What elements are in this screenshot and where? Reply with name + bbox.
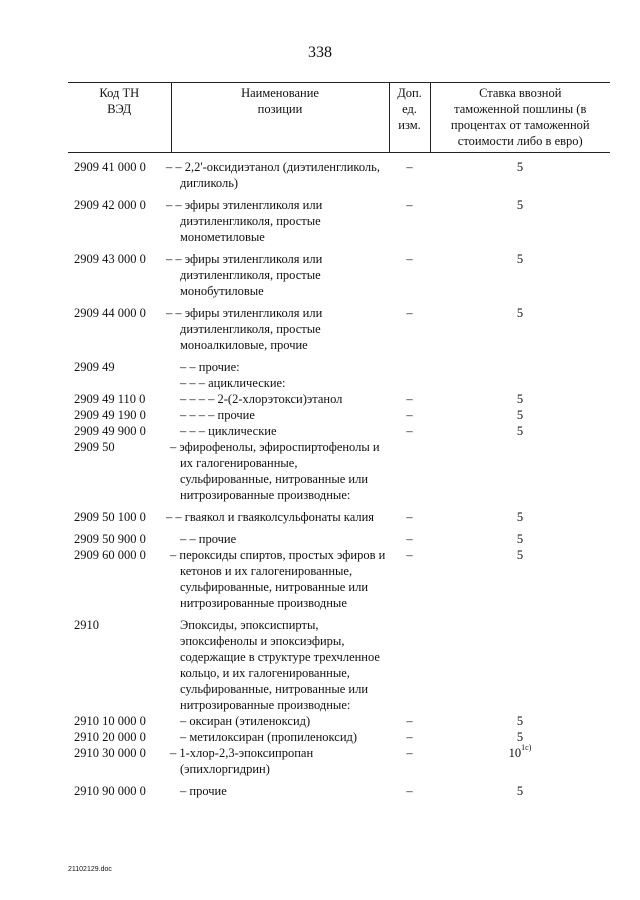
- row-rate: 5: [516, 784, 524, 798]
- row-name: – пероксиды спиртов, простых эфиров и кетонов и их галогенированные, сульфированные, нитрованные или нитрозированные производные: [170, 548, 386, 610]
- row-unit: –: [406, 714, 413, 728]
- row-unit: –: [406, 160, 413, 174]
- row-rate: [430, 359, 610, 375]
- row-code: 2909 41 000 0: [74, 160, 146, 174]
- tariff-table: [68, 82, 610, 799]
- row-name: – – гваякол и гваяколсульфонаты калия: [166, 510, 375, 524]
- row-unit: –: [406, 198, 413, 212]
- table-row: [68, 391, 610, 407]
- row-unit: –: [406, 510, 413, 524]
- table-row: [68, 531, 610, 547]
- row-rate: 5: [516, 730, 524, 744]
- table-row: [68, 713, 610, 729]
- row-unit: –: [406, 252, 413, 266]
- row-name: Эпоксиды, эпоксиспирты, эпоксифенолы и эпоксиэфиры, содержащие в структуре трехчленное кольцо, и их галогенированные, сульфированные, нитрованные или нитрозированные производные:: [180, 618, 380, 712]
- row-rate: 5: [516, 424, 524, 438]
- table-row: [68, 509, 610, 525]
- table-row: [68, 251, 610, 299]
- row-rate: 5: [516, 714, 524, 728]
- row-unit: –: [406, 730, 413, 744]
- row-rate: 5: [516, 252, 524, 266]
- row-unit: –: [406, 392, 413, 406]
- row-code: 2910 30 000 0: [74, 746, 146, 760]
- row-unit: [389, 439, 430, 503]
- row-rate: [430, 742, 610, 777]
- page-number: 338: [308, 44, 332, 61]
- row-rate: 5: [516, 532, 524, 546]
- table-row: [68, 375, 610, 391]
- row-code: 2909 50: [74, 440, 115, 454]
- header-name: Наименование позиции: [171, 83, 389, 153]
- row-unit: –: [406, 408, 413, 422]
- row-name: – оксиран (этиленоксид): [180, 714, 311, 728]
- row-code: 2909 60 000 0: [74, 548, 146, 562]
- row-code: 2909 49 900 0: [74, 424, 146, 438]
- row-code: 2910 10 000 0: [74, 714, 146, 728]
- row-rate: 5: [516, 306, 524, 320]
- rate-footnote: 1c): [521, 742, 532, 752]
- row-name: – – прочие:: [180, 360, 240, 374]
- table-row: [68, 305, 610, 353]
- row-name: – – эфиры этиленгликоля или диэтиленгликоля, простые монометиловые: [166, 198, 323, 244]
- table-row: [68, 159, 610, 191]
- row-name: – эфирофенолы, эфироспиртофенолы и их галогенированные, сульфированные, нитрованные или нитрозированные производные:: [170, 440, 380, 502]
- row-name: – – – – 2-(2-хлорэтокси)этанол: [180, 392, 343, 406]
- row-name: – – эфиры этиленгликоля или диэтиленгликоля, простые монобутиловые: [166, 252, 323, 298]
- rate-value: 10: [508, 746, 522, 760]
- table-row: [68, 197, 610, 245]
- row-code: 2909 49 110 0: [74, 392, 146, 406]
- table-row: [68, 423, 610, 439]
- row-unit: –: [406, 532, 413, 546]
- row-code: [68, 375, 171, 391]
- row-code: 2910 20 000 0: [74, 730, 146, 744]
- row-name: – – эфиры этиленгликоля или диэтиленгликоля, простые моноалкиловые, прочие: [166, 306, 323, 352]
- header-unit: Доп. ед. изм.: [389, 83, 430, 153]
- row-code: 2909 50 100 0: [74, 510, 146, 524]
- table-row: [68, 547, 610, 611]
- row-name: – 1-хлор-2,3-эпоксипропан (эпихлоргидрин): [170, 746, 314, 776]
- table-header-row: [68, 83, 610, 153]
- row-name: – – 2,2'-оксидиэтанол (диэтиленгликоль, дигликоль): [166, 160, 380, 190]
- row-unit: –: [406, 746, 413, 760]
- row-code: 2909 49: [74, 360, 115, 374]
- row-name: – – – ациклические:: [180, 376, 286, 390]
- row-unit: –: [406, 784, 413, 798]
- row-code: 2909 44 000 0: [74, 306, 146, 320]
- row-code: 2909 43 000 0: [74, 252, 146, 266]
- row-code: 2910: [74, 618, 99, 632]
- row-unit: –: [406, 306, 413, 320]
- row-code: 2909 49 190 0: [74, 408, 146, 422]
- row-unit: –: [406, 424, 413, 438]
- table-row: [68, 745, 610, 777]
- row-code: 2909 50 900 0: [74, 532, 146, 546]
- row-unit: [389, 617, 430, 713]
- row-rate: [430, 375, 610, 391]
- row-name: – – – – прочие: [180, 408, 255, 422]
- table-row: [68, 783, 610, 799]
- row-rate: [430, 439, 610, 503]
- row-unit: [389, 375, 430, 391]
- header-rate: Ставка ввозной таможенной пошлины (в процентах от таможенной стоимости либо в евро): [430, 83, 610, 153]
- row-rate: 5: [516, 198, 524, 212]
- row-name: – – – циклические: [180, 424, 277, 438]
- row-unit: –: [406, 548, 413, 562]
- row-rate: 5: [516, 510, 524, 524]
- row-rate: 5: [516, 160, 524, 174]
- table-row: [68, 407, 610, 423]
- row-rate: 5: [516, 408, 524, 422]
- row-name: – прочие: [180, 784, 227, 798]
- row-name: – метилоксиран (пропиленоксид): [180, 730, 358, 744]
- row-name: – – прочие: [180, 532, 237, 546]
- row-code: 2909 42 000 0: [74, 198, 146, 212]
- row-rate: 5: [516, 548, 524, 562]
- header-code: Код ТН ВЭД: [68, 83, 171, 153]
- row-rate: 5: [516, 392, 524, 406]
- row-rate: [430, 617, 610, 713]
- table-row: [68, 439, 610, 503]
- footer-filename: 21102129.doc: [68, 866, 112, 873]
- row-code: 2910 90 000 0: [74, 784, 146, 798]
- table-row: [68, 617, 610, 713]
- row-unit: [389, 359, 430, 375]
- table-row: [68, 359, 610, 375]
